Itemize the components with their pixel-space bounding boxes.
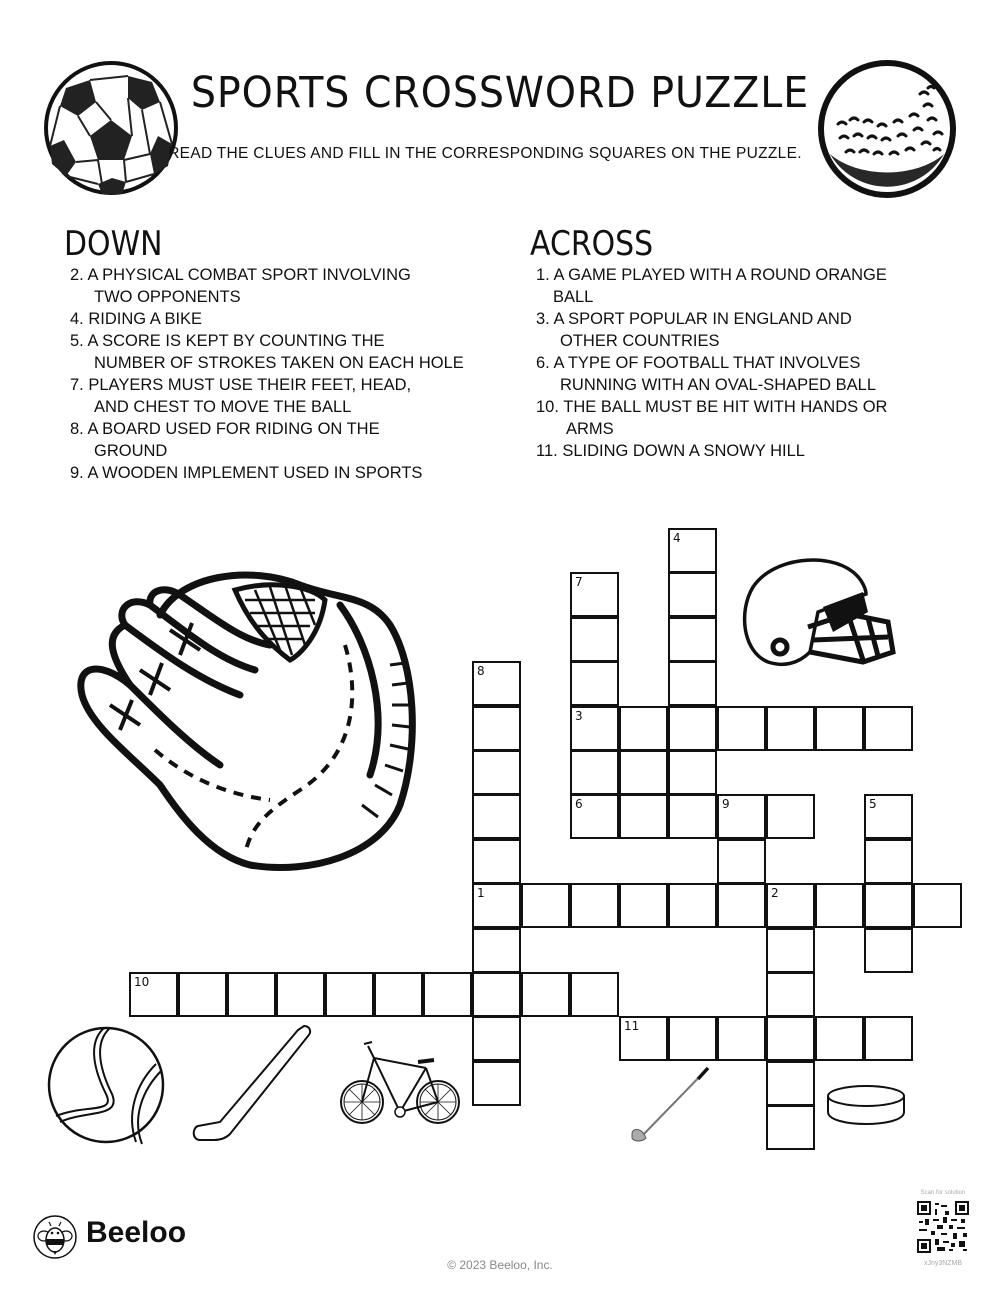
clue-number: 11. xyxy=(536,442,558,460)
across-clue-list xyxy=(536,264,956,462)
bicycle-icon xyxy=(338,1040,463,1130)
crossword-cell[interactable] xyxy=(570,883,619,928)
crossword-cell[interactable] xyxy=(766,883,815,928)
clue-number-label: 5 xyxy=(869,797,877,811)
crossword-cell[interactable] xyxy=(619,794,668,839)
clue-number-label: 6 xyxy=(575,797,583,811)
crossword-cell[interactable] xyxy=(668,750,717,795)
down-heading: DOWN xyxy=(64,224,163,264)
crossword-cell[interactable] xyxy=(717,794,766,839)
crossword-cell[interactable] xyxy=(766,928,815,973)
copyright: © 2023 Beeloo, Inc. xyxy=(447,1258,553,1272)
crossword-cell[interactable] xyxy=(717,1016,766,1061)
qr-code[interactable] xyxy=(917,1201,969,1253)
crossword-cell[interactable] xyxy=(619,750,668,795)
clue-text-cont: ARMS xyxy=(566,420,614,438)
clue-number: 7. xyxy=(70,376,84,394)
golf-club-icon xyxy=(628,1064,713,1146)
crossword-cell[interactable] xyxy=(325,972,374,1017)
clue-number-label: 9 xyxy=(722,797,730,811)
across-clue-11 xyxy=(536,440,956,462)
qr-code-icon xyxy=(917,1201,969,1253)
crossword-cell[interactable] xyxy=(423,972,472,1017)
down-clue-list xyxy=(70,264,490,484)
clue-text: A SCORE IS KEPT BY COUNTING THE xyxy=(87,332,385,350)
crossword-cell[interactable] xyxy=(864,928,913,973)
golf-ball-illustration xyxy=(816,58,958,200)
clue-number-label: 4 xyxy=(673,531,681,545)
crossword-cell[interactable] xyxy=(570,972,619,1017)
crossword-cell[interactable] xyxy=(472,928,521,973)
football-helmet-icon xyxy=(738,552,900,672)
football-helmet-illustration xyxy=(738,552,900,672)
crossword-cell[interactable] xyxy=(227,972,276,1017)
crossword-cell[interactable] xyxy=(521,972,570,1017)
clue-number: 1. xyxy=(536,266,550,284)
clue-text-cont: AND CHEST TO MOVE THE BALL xyxy=(94,398,352,416)
crossword-cell[interactable] xyxy=(472,794,521,839)
clue-text: A BOARD USED FOR RIDING ON THE xyxy=(87,420,380,438)
hockey-stick-icon xyxy=(190,1022,315,1142)
bee-logo-icon xyxy=(32,1214,78,1260)
crossword-cell[interactable] xyxy=(472,706,521,751)
clue-number-label: 1 xyxy=(477,886,485,900)
clue-number: 8. xyxy=(70,420,84,438)
qr-code-label: xJny3NZMB xyxy=(923,1260,963,1267)
tennis-ball-illustration xyxy=(46,1024,166,1146)
crossword-cell[interactable] xyxy=(668,1016,717,1061)
down-clue-8 xyxy=(70,418,490,462)
across-clue-6 xyxy=(536,352,956,396)
crossword-cell[interactable] xyxy=(717,883,766,928)
clue-number-label: 2 xyxy=(771,886,779,900)
crossword-cell[interactable] xyxy=(668,883,717,928)
crossword-cell[interactable] xyxy=(668,572,717,617)
down-clue-4 xyxy=(70,308,490,330)
clue-number-label: 7 xyxy=(575,575,583,589)
clue-text: A TYPE OF FOOTBALL THAT INVOLVES xyxy=(553,354,861,372)
baseball-glove-illustration xyxy=(70,555,430,885)
clue-text: A SPORT POPULAR IN ENGLAND AND xyxy=(553,310,852,328)
bicycle-illustration xyxy=(338,1040,463,1130)
clue-text-cont: RUNNING WITH AN OVAL-SHAPED BALL xyxy=(560,376,877,394)
clue-text: SLIDING DOWN A SNOWY HILL xyxy=(562,442,805,460)
crossword-cell[interactable] xyxy=(766,972,815,1017)
clue-number: 5. xyxy=(70,332,84,350)
down-clue-2 xyxy=(70,264,490,308)
crossword-cell[interactable] xyxy=(766,1061,815,1106)
clue-number: 10. xyxy=(536,398,559,416)
crossword-cell[interactable] xyxy=(472,661,521,706)
crossword-cell[interactable] xyxy=(619,883,668,928)
clue-number: 6. xyxy=(536,354,550,372)
crossword-cell[interactable] xyxy=(815,883,864,928)
baseball-glove-icon xyxy=(70,555,430,885)
golf-ball-icon xyxy=(816,58,958,200)
clue-text-cont: OTHER COUNTRIES xyxy=(560,332,720,350)
crossword-cell[interactable] xyxy=(570,661,619,706)
crossword-cell[interactable] xyxy=(864,839,913,884)
clue-text: PLAYERS MUST USE THEIR FEET, HEAD, xyxy=(88,376,412,394)
crossword-cell[interactable] xyxy=(766,706,815,751)
crossword-cell[interactable] xyxy=(276,972,325,1017)
crossword-cell[interactable] xyxy=(129,972,178,1017)
clue-number-label: 11 xyxy=(624,1019,640,1033)
tennis-ball-icon xyxy=(46,1024,166,1146)
clue-number: 4. xyxy=(70,310,84,328)
crossword-cell[interactable] xyxy=(570,617,619,662)
crossword-cell[interactable] xyxy=(668,794,717,839)
crossword-cell[interactable] xyxy=(570,572,619,617)
clue-text-cont: NUMBER OF STROKES TAKEN ON EACH HOLE xyxy=(94,354,464,372)
across-clue-10 xyxy=(536,396,956,440)
crossword-cell[interactable] xyxy=(472,972,521,1017)
crossword-cell[interactable] xyxy=(864,794,913,839)
crossword-cell[interactable] xyxy=(717,839,766,884)
clue-text: A PHYSICAL COMBAT SPORT INVOLVING xyxy=(87,266,411,284)
down-clue-7 xyxy=(70,374,490,418)
clue-number-label: 8 xyxy=(477,664,485,678)
crossword-cell[interactable] xyxy=(864,706,913,751)
crossword-cell[interactable] xyxy=(668,617,717,662)
crossword-cell[interactable] xyxy=(472,839,521,884)
across-heading: ACROSS xyxy=(530,224,654,264)
crossword-cell[interactable] xyxy=(668,528,717,573)
crossword-cell[interactable] xyxy=(815,1016,864,1061)
hockey-puck-illustration xyxy=(826,1084,906,1126)
crossword-cell[interactable] xyxy=(570,794,619,839)
crossword-cell[interactable] xyxy=(668,661,717,706)
page-title: SPORTS CROSSWORD PUZZLE xyxy=(190,68,810,118)
crossword-cell[interactable] xyxy=(570,706,619,751)
crossword-cell[interactable] xyxy=(472,1016,521,1061)
crossword-cell[interactable] xyxy=(766,1016,815,1061)
across-clue-3 xyxy=(536,308,956,352)
clue-text-cont: GROUND xyxy=(94,442,168,460)
crossword-cell[interactable] xyxy=(619,1016,668,1061)
crossword-cell[interactable] xyxy=(864,1016,913,1061)
crossword-cell[interactable] xyxy=(570,750,619,795)
crossword-cell[interactable] xyxy=(472,750,521,795)
brand-name: Beeloo xyxy=(86,1216,187,1249)
clue-text-cont: TWO OPPONENTS xyxy=(94,288,241,306)
page-instructions: READ THE CLUES AND FILL IN THE CORRESPONDING SQUARES ON THE PUZZLE. xyxy=(168,145,802,162)
clue-text-cont: BALL xyxy=(553,288,594,306)
crossword-cell[interactable] xyxy=(521,883,570,928)
down-clue-5 xyxy=(70,330,490,374)
clue-text: RIDING A BIKE xyxy=(88,310,203,328)
beeloo-logo xyxy=(32,1214,78,1260)
golf-club-illustration xyxy=(628,1064,713,1146)
crossword-cell[interactable] xyxy=(815,706,864,751)
clue-number: 9. xyxy=(70,464,84,482)
across-clue-1 xyxy=(536,264,956,308)
clue-text: THE BALL MUST BE HIT WITH HANDS OR xyxy=(563,398,888,416)
crossword-cell[interactable] xyxy=(766,794,815,839)
crossword-cell[interactable] xyxy=(619,706,668,751)
clue-number: 3. xyxy=(536,310,550,328)
hockey-stick-illustration xyxy=(190,1022,315,1142)
crossword-cell[interactable] xyxy=(913,883,962,928)
down-clue-9 xyxy=(70,462,490,484)
crossword-cell[interactable] xyxy=(472,883,521,928)
crossword-cell[interactable] xyxy=(472,1061,521,1106)
clue-text: A WOODEN IMPLEMENT USED IN SPORTS xyxy=(87,464,423,482)
clue-number-label: 3 xyxy=(575,709,583,723)
qr-caption: Scan for solution xyxy=(920,1190,966,1196)
hockey-puck-icon xyxy=(826,1084,906,1126)
crossword-cell[interactable] xyxy=(374,972,423,1017)
crossword-cell[interactable] xyxy=(668,706,717,751)
crossword-cell[interactable] xyxy=(717,706,766,751)
clue-number-label: 10 xyxy=(134,975,150,989)
crossword-cell[interactable] xyxy=(864,883,913,928)
clue-text: A GAME PLAYED WITH A ROUND ORANGE xyxy=(553,266,887,284)
crossword-cell[interactable] xyxy=(178,972,227,1017)
clue-number: 2. xyxy=(70,266,84,284)
crossword-cell[interactable] xyxy=(766,1105,815,1150)
